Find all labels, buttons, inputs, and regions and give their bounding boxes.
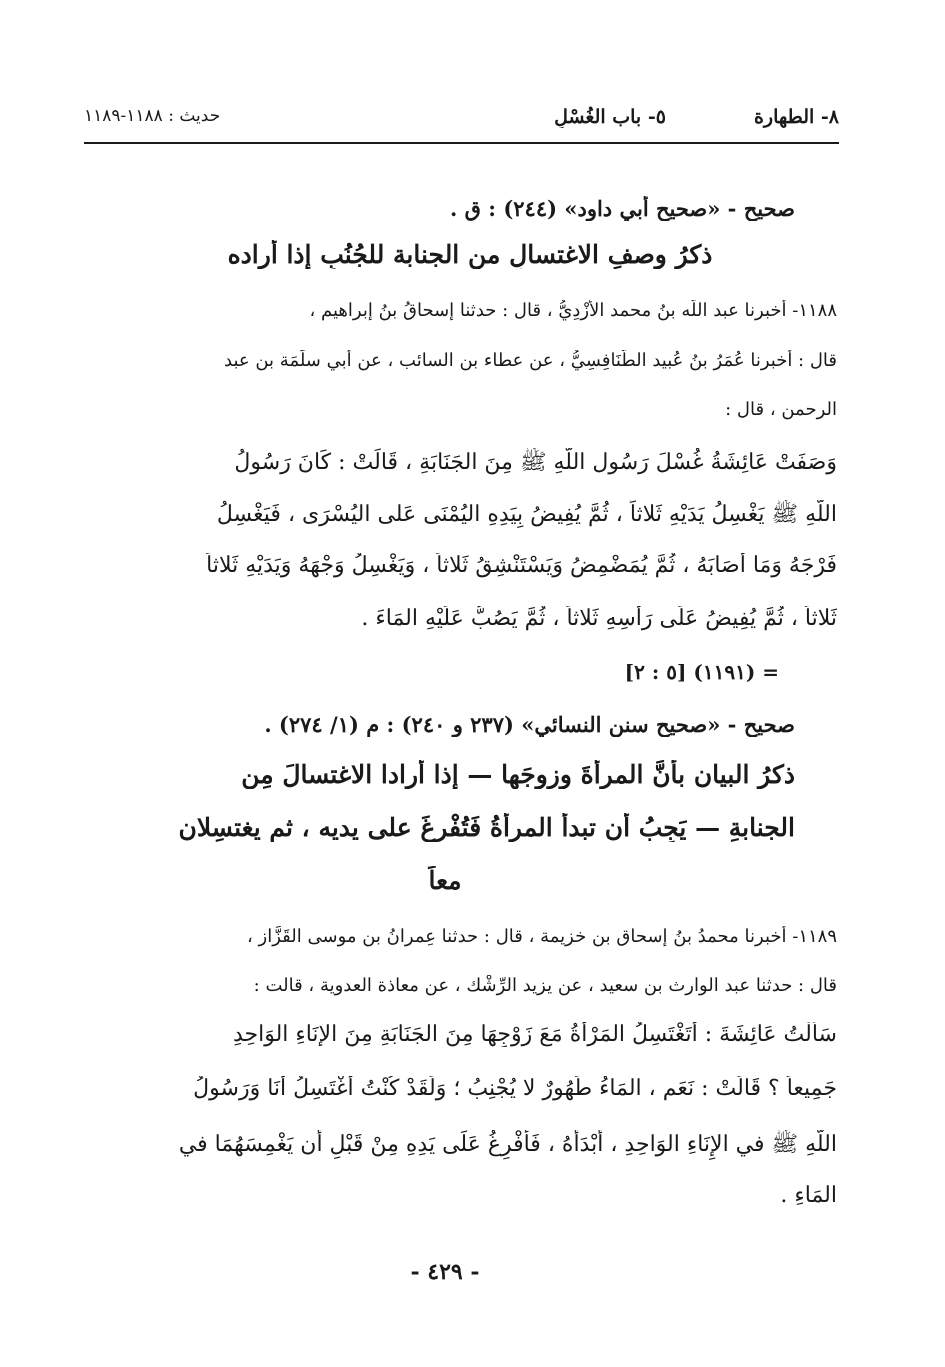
- isnad-line: قال : أخبرنا عُمَرُ بنُ عُبيد الطَّنَافِسِيُّ ، عن عطاء بن السائب ، عن أبي سلَمَة بن عبد: [224, 350, 837, 371]
- section-heading: ذكرُ وصفِ الاغتسالِ من الجنابة للجُنُبِ إذا أراده: [227, 240, 713, 269]
- isnad-line: ١١٨٩- أخبرنا محمدُ بنُ إسحاق بن خزيمة ، قال : حدثنا عِمرانُ بن موسى القَزَّاز ،: [247, 926, 837, 947]
- matn-line: فَرْجَهُ وَمَا أَصَابَهُ ، ثُمَّ يُمَضْمِضُ وَيَسْتَنْشِقُ ثَلاثاً ، وَيَغْسِلُ وَجْهَهُ وَيَدَيْهِ ثَلاثاً: [206, 553, 837, 578]
- cross-reference: = (١١٩١) [٥ : ٢]: [624, 660, 779, 684]
- matn-line: وَصَفَتْ عَائِشَةُ غُسْلَ رَسُول اللّهِ ﷺ مِنَ الجَنَابَةِ ، قَالَتْ : كَانَ رَسُولُ: [234, 450, 837, 475]
- grading-note: صحيح - «صحيح أبي داود» (٢٤٤) : ق .: [450, 196, 795, 221]
- section-heading: معاً: [428, 866, 462, 895]
- section-heading: ذكرُ البيان بأنَّ المرأةَ وزوجَها — إذا أرادا الاغتسالَ مِن: [241, 760, 795, 789]
- running-header-hadith-range: حديث : ١١٨٨-١١٨٩: [84, 106, 221, 126]
- running-header-book: ٨- الطهارة: [753, 106, 839, 128]
- page-number: - ٤٢٩ -: [410, 1259, 480, 1285]
- section-heading: الجنابةِ — يَجِبُ أن تبدأ المرأةُ فَتُفْرِغَ على يديه ، ثم يغتسِلان: [178, 813, 795, 842]
- isnad-line: ١١٨٨- أخبرنا عبد اللّه بنُ محمد الأزْدِيُّ ، قال : حدثنا إسحاقُ بنُ إبراهيم ،: [309, 300, 837, 321]
- matn-line: اللّهِ ﷺ يَغْسِلُ يَدَيْهِ ثَلاثاً ، ثُمَّ يُفِيضُ بِيَدِهِ اليُمْنَى عَلى اليُسْرَى ، فَيَغْسِلُ: [216, 502, 837, 527]
- matn-line: اللّهِ ﷺ في الإِنَاءِ الوَاحِدِ ، أَبْدَأُهُ ، فَأُفْرِغُ عَلَى يَدِهِ مِنْ قَبْلِ أن يَغْمِسَهُمَا في: [178, 1132, 837, 1157]
- matn-line: سَأَلْتُ عَائِشَةَ : أَتَغْتَسِلُ المَرْأَةُ مَعَ زَوْجِهَا مِنَ الجَنَابَةِ مِنَ الإِنَاءِ الوَاحِدِ: [232, 1022, 837, 1047]
- matn-line: ثَلاثاً ، ثُمَّ يُفِيضُ عَلَى رَأسِهِ ثَلاثاً ، ثُمَّ يَصُبُّ عَلَيْهِ المَاءَ .: [361, 606, 837, 631]
- isnad-line: الرحمن ، قال :: [725, 399, 837, 420]
- grading-note: صحيح - «صحيح سنن النسائي» (٢٣٧ و ٢٤٠) : م (١/ ٢٧٤) .: [264, 712, 795, 737]
- header-divider: [84, 142, 839, 144]
- running-header-chapter: ٥- باب الغُسْلِ: [554, 106, 666, 128]
- isnad-line: قال : حدثنا عبد الوارث بن سعيد ، عن يزيد الرِّشْك ، عن معاذة العدوية ، قالت :: [253, 975, 837, 996]
- matn-line: المَاءِ .: [780, 1183, 837, 1208]
- matn-line: جَمِيعاً ؟ قَالَتْ : نَعَم ، المَاءُ طَهُورٌ لا يُجْنِبُ ؛ وَلَقَدْ كُنْتُ أَغْتَسِلُ أَنَا وَرَسُولُ: [193, 1076, 837, 1101]
